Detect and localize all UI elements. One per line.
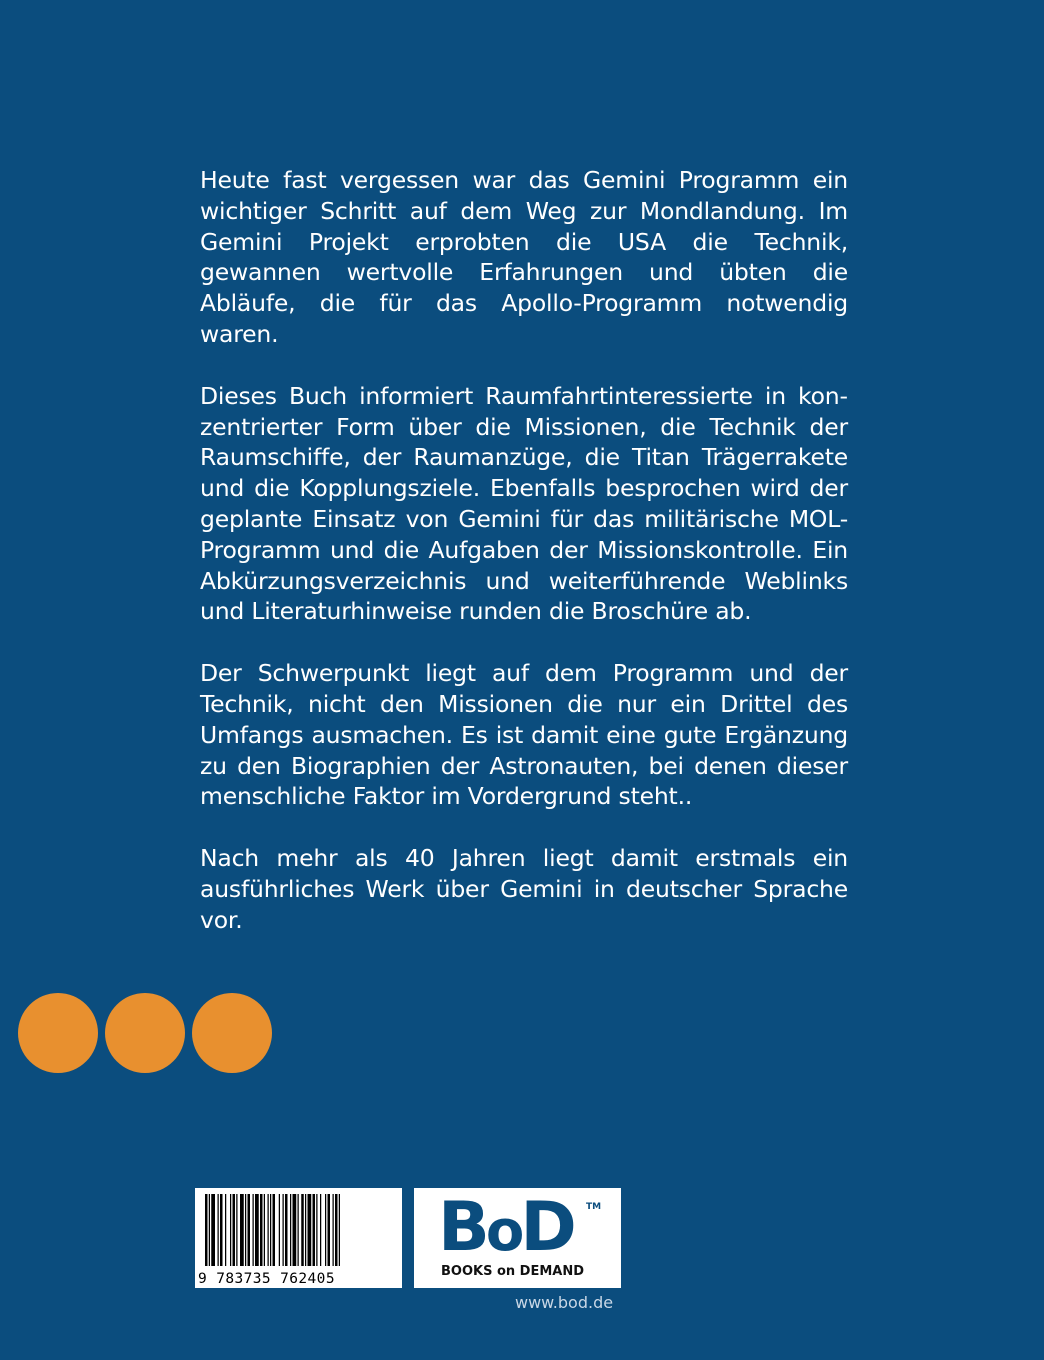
barcode-bar (220, 1194, 223, 1266)
barcode-bar (283, 1194, 284, 1266)
barcode-bar (253, 1194, 254, 1266)
barcode-bar (335, 1194, 338, 1266)
barcode-bar (240, 1194, 244, 1266)
publisher-logo (414, 1188, 621, 1288)
barcode-bar (285, 1194, 288, 1266)
isbn-barcode (195, 1188, 402, 1288)
barcode-bar (328, 1194, 331, 1266)
orange-dot (18, 993, 98, 1073)
barcode-bar (308, 1194, 312, 1266)
barcode-bar (333, 1194, 334, 1266)
decorative-dots (18, 993, 272, 1073)
logo-letter-o: o (485, 1199, 521, 1264)
barcode-bar (255, 1194, 259, 1266)
barcode-bar (230, 1194, 231, 1266)
barcode-bar (248, 1194, 251, 1266)
barcode-bar (236, 1194, 237, 1266)
orange-dot (105, 993, 185, 1073)
barcode-bar (233, 1194, 236, 1266)
barcode-bar (339, 1194, 340, 1266)
barcode-bar (211, 1194, 215, 1266)
blurb-paragraph-4: Nach mehr als 40 Jahren liegt damit erstmals ein ausführliches Werk über Gemini in deutscher Sprache vor. (200, 844, 848, 934)
barcode-bar (264, 1194, 265, 1266)
blurb-paragraph-2: Dieses Buch informiert Raumfahrtinteressierte in konzentrierter Form über die Missionen, die Technik der Raumschiffe, der Raumanzüge, die Titan Trägerrakete und die Kopplungsziele. Ebenfalls besprochen wird der geplante Einsatz von Gemini für das militärische MOL-Programm und die Aufgaben der Missionskontrolle. Ein Abkürzungsverzeichnis und weiterführende Weblinks und Literaturhinweise runden die Broschüre ab. (200, 381, 848, 626)
barcode-bar (245, 1194, 246, 1266)
barcode-bar (270, 1194, 271, 1266)
barcode-bar (209, 1194, 210, 1266)
trademark-mark: TM (586, 1202, 602, 1212)
barcode-bar (293, 1194, 297, 1266)
barcode-bar (290, 1194, 291, 1266)
barcode-bar (279, 1194, 280, 1266)
barcode-bars (205, 1194, 393, 1266)
barcode-bar (313, 1194, 316, 1266)
barcode-bar (316, 1194, 317, 1266)
logo-letter-d: D (520, 1188, 573, 1267)
orange-dot (192, 993, 272, 1073)
barcode-bar (325, 1194, 326, 1266)
barcode-bar (305, 1194, 306, 1266)
bod-wordmark (438, 1188, 573, 1267)
barcode-bar (268, 1194, 269, 1266)
publisher-website: www.bod.de (515, 1293, 614, 1312)
barcode-bar (205, 1194, 208, 1266)
barcode-bar (260, 1194, 263, 1266)
barcode-bar (225, 1194, 226, 1266)
isbn-digits: 9 783735 762405 (198, 1271, 335, 1287)
blurb-paragraph-1: Heute fast vergessen war das Gemini Programm ein wichtiger Schritt auf dem Weg zur Mondlandung. Im Gemini Projekt erprobten die USA die Technik, gewannen wertvolle Erfahrungen und übten die Abläufe, die für das Apollo-Programm notwendig waren. (200, 166, 848, 348)
barcode-bar (320, 1194, 321, 1266)
publisher-tagline: BOOKS on DEMAND (441, 1264, 585, 1279)
back-cover-blurb (200, 165, 848, 967)
barcode-bar (301, 1194, 304, 1266)
logo-letter-b: B (438, 1188, 486, 1267)
barcode-bar (218, 1194, 219, 1266)
barcode-bar (273, 1194, 276, 1266)
barcode-bar (298, 1194, 299, 1266)
blurb-paragraph-3: Der Schwerpunkt liegt auf dem Programm und der Technik, nicht den Missionen die nur ein Drittel des Umfangs ausmachen. Es ist damit eine gute Ergänzung zu den Biographien der Astronauten, bei denen dieser menschliche Faktor im Vordergrund steht.. (200, 659, 848, 811)
